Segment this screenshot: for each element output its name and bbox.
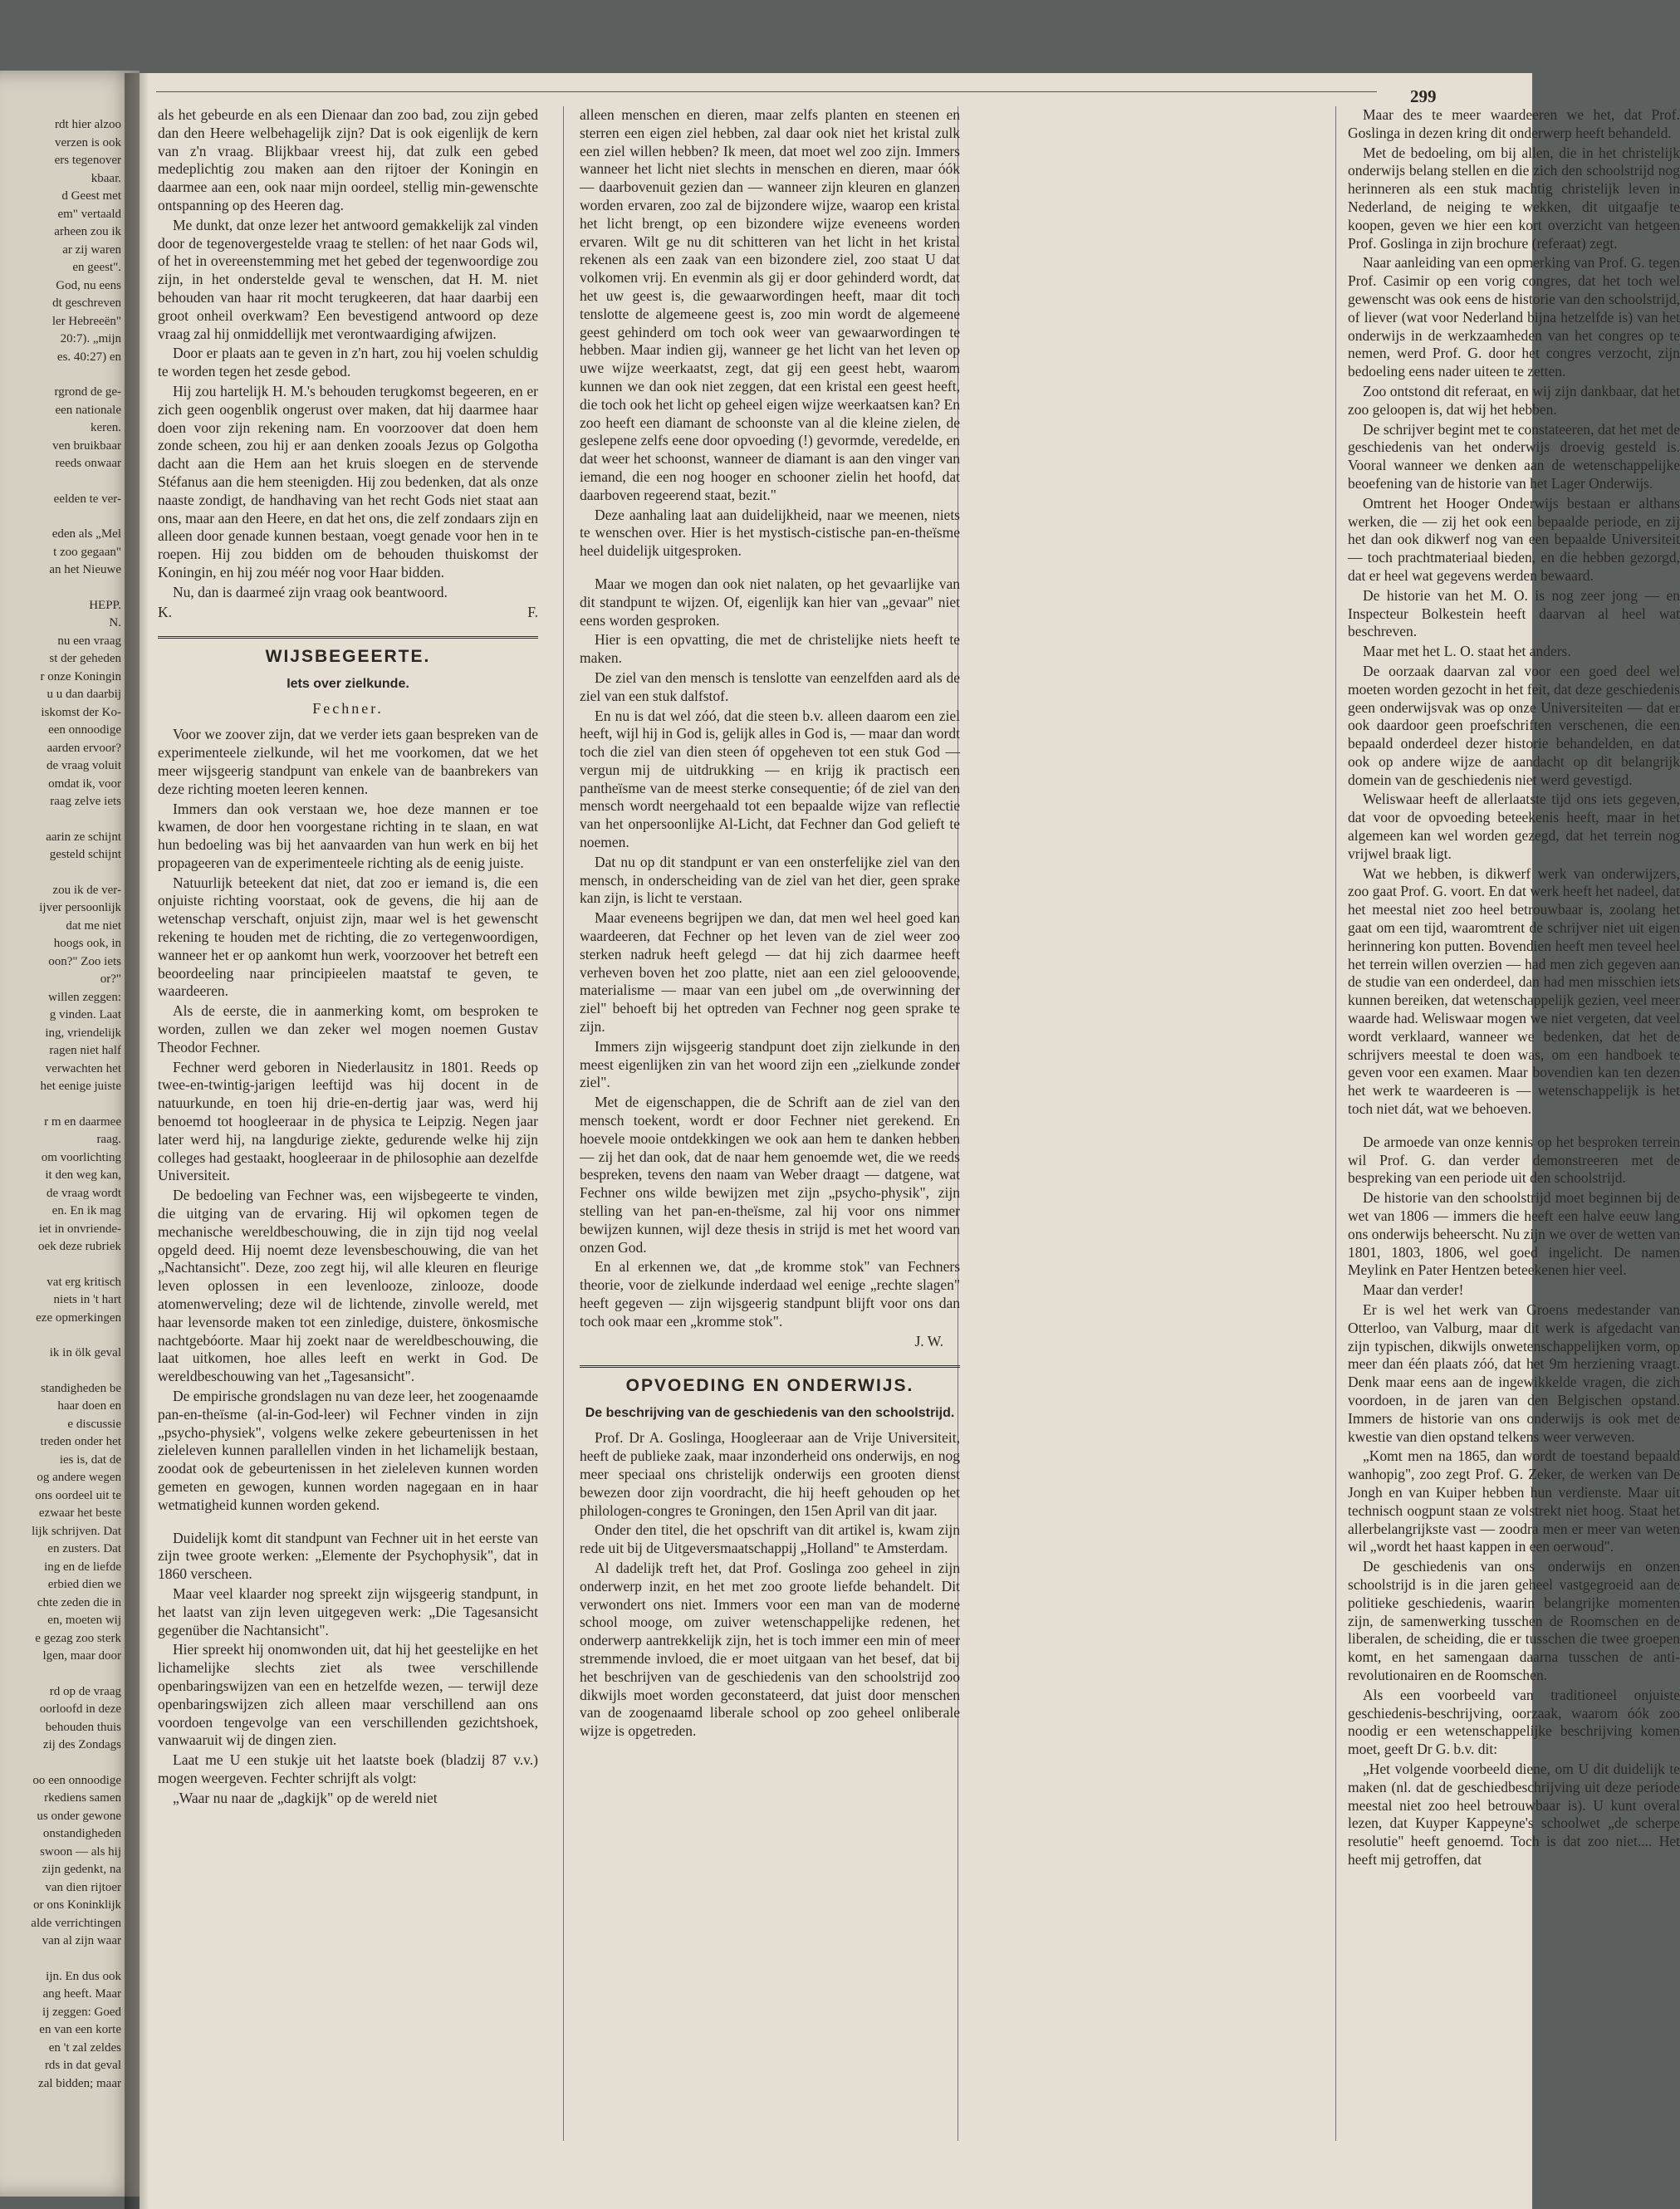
paragraph: De schrijver begint met te constateeren, dat het met de geschiedenis van het onderwijs droevig gesteld is. Vooral wanneer we denken aan de wetenschappelijke beoefening van de historie van het Lager Onderwijs. [1348,420,1680,492]
paragraph: Zoo ontstond dit referaat, en wij zijn dankbaar, dat het zoo geloopen is, dat wij het hebben. [1348,382,1680,418]
left-page-line: van al zijn waar [42,1934,121,1947]
left-page-line: een nationale [55,403,121,417]
left-page-line: ing, vriendelijk [45,1026,121,1040]
paragraph: Omtrent het Hooger Onderwijs bestaan er althans werken, die — zij het ook een bepaalde periode, en zij het dan ook dikwerf nog van een bepaalde Universiteit — toch prachtmateriaal bieden, en die hebben gezorgd, dat er heel wat gegevens werden bewaard. [1348,494,1680,584]
paragraph: De bedoeling van Fechner was, een wijsbegeerte te vinden, die uitging van de ervaring. Hij wil opkomen tegen de mechanische wereldbeschouwing, die in zijn tijd nog veelal opgeld deed. Hij noemt deze levensbeschouwing, die van het „Nachtansicht". Deze, zoo zegt hij, wil alle kleuren en fleurige leven oplossen in een levenlooze, zinlooze, doode atomenwerveling; deze wil de lichtende, zinvolle wereld, met haar levensorde maken tot een zinledige, duistere, önkosmische nachtgebóorte. Maar hij zoekt naar de wereldbeschouwing, die laat uitkomen, hoe alles leeft en werkt in God. De wereldbeschouwing van het „Tagesansicht". [158,1187,538,1385]
left-page-line: rkediens samen [44,1791,121,1805]
left-page-line: oorloofd in deze [39,1702,121,1716]
left-page-line: iskomst der Ko- [41,705,121,719]
signature-right: F. [527,603,538,620]
paragraph: Hij zou hartelijk H. M.'s behouden terugkomst begeeren, en er zich geen oogenblik ongerust over maken, dat hij daarmee haar doen voor zijn rekening nam. En voorzoover dat doen hem zonde scheen, zou hij er aan denken zooals Jezus op Golgotha dacht aan die Hem aan het kruis sloegen en de stervende Stéfanus aan die hem steenigden. Hij zou bedenken, dat als onze naaste zondigt, de handhaving van het recht Gods niet staat aan ons, maar aan den Heere, en dat het ons, die zelf zondaars zijn en alleen door genade kunnen bestaan, voegt genade voor hen in te roepen. Hij zou bidden om de behouden thuiskomst der Koningin, en hij zou méér nog voor Haar bidden. [158,382,538,580]
left-page-line [0,366,121,384]
left-page-line: zijn gedenkt, na [42,1863,121,1876]
left-page-line: verwachten het [45,1061,121,1075]
left-page-line: rd op de vraag [49,1684,121,1698]
left-page-line: em" vertaald [57,207,121,221]
paragraph: Maar veel klaarder nog spreekt zijn wijsgeerig standpunt, in het laatst van zijn leven uitgegeven werk: „Die Tagesansicht gegenüber die Nachtansicht". [158,1585,538,1638]
left-page-line: behouden thuis [45,1720,121,1734]
paragraph: Met de eigenschappen, die de Schrift aan de ziel van den mensch toekent, wordt er door Fechner niet gerekend. En hoevele mooie ontdekkingen we ook aan hem te danken hebben — zij het dan ook, dat de naar hem genoemde wet, die we reeds bespreken, tevens den naam van Weber draagt — datgene, wat Fechner ons wilde bewijzen met zijn „psycho-physik", zijn stelling van het pan-en-theïsme, zal hij voor ons nimmer bewijzen kunnen, wijl deze thesis in strijd is met het woord van onzen God. [580,1094,960,1256]
left-page-line: st der geheden [49,652,121,665]
left-page-line: u u dan daarbij [47,688,121,701]
left-page-line [0,508,121,526]
section-title-philosophy: WIJSBEGEERTE. [265,647,431,667]
left-page-line: iet in onvriende- [38,1222,121,1236]
left-page-line: ies is, dat de [59,1452,121,1467]
left-page-line [0,1256,121,1274]
left-page-line: en van een korte [39,2023,121,2036]
left-page-line: or?" [100,972,121,986]
left-page-line: oek deze rubriek [38,1240,121,1253]
left-page-line: het eenige juiste [40,1080,121,1093]
left-page-line: om voorlichting [41,1150,121,1164]
left-page-line: ang heeft. Maar [42,1987,121,2001]
left-page-line: ing en de liefde [44,1560,121,1574]
left-page-line: treden onder het [40,1435,121,1448]
paragraph: De historie van het M. O. is nog zeer jong — en Inspecteur Bolkestein heeft daarvan al heel wat beschreven. [1348,586,1680,640]
left-page-line: 20:7). „mijn [60,332,121,345]
left-page-line: ons oordeel uit te [35,1488,121,1502]
paragraph: Als een voorbeeld van traditioneel onjuiste geschiedenis-beschrijving, oorzaak, waarom óók zoo noodig er een wetenschappelijke beschrijving komen moet, geeft Dr G. b.v. dit: [1348,1686,1680,1758]
left-page-line [0,864,121,882]
left-page-line: ik in ölk geval [49,1346,121,1359]
paragraph: Voor we zoover zijn, dat we verder iets gaan bespreken van de experimenteele zielkunde, wil het me voorkomen, dat we het meer wijsgeerig standpunt van enkele van de baanbrekers van deze richting moeten leeren kennen. [158,726,538,797]
left-page-line: r m en daarmee [44,1114,121,1129]
left-page-line: og andere wegen [37,1471,121,1484]
left-page-line: swoon — als hij [40,1844,121,1859]
article-subtitle: Fechner. [312,700,384,718]
left-page-line: us onder gewone [37,1809,121,1823]
left-page-line: N. [109,616,121,629]
top-rule [156,91,1377,92]
left-page-line: ijn. En dus ook [46,1969,121,1983]
left-page-line: e discussie [67,1417,121,1431]
left-page-line: lgen, maar door [42,1649,121,1663]
paragraph: Wat we hebben, is dikwerf werk van onderwijzers, zoo gaat Prof. G. voort. En dat werk heeft het nadeel, dat het meestal niet zoo heel betrouwbaar is, zoolang het gaat om een tijd, waaromtrent de schrijver niet uit eigen herinnering kon putten. Bovendien heeft men teveel heel het terrein willen overzien — had men zich gegeven aan de studie van een onderdeel, dan had men misschien iets kunnen bereiken, dat wetenschappelijk gezien, veel meer waarde had. Weliswaar mogen we niet vergeten, dat veel wordt verklaard, wanneer we bedenken, dat het de schrijvers meestal te doen was, om een handboek te geven voor een examen. Maar bovendien kan ten dezen het werk te waardeeren is — wetenschappelijk is het toch niet dát, wat we behoeven. [1348,864,1680,1118]
paragraph: Duidelijk komt dit standpunt van Fechner uit in het eerste van zijn twee groote werken: „Elemente der Psychophysik", dat in 1860 verscheen. [158,1529,538,1583]
left-page-line [0,473,121,491]
left-page-line: erbied dien we [47,1578,121,1591]
left-page-line: de vraag voluit [47,759,121,772]
left-page-line [0,1327,121,1345]
paragraph: Immers zijn wijsgeerig standpunt doet zijn zielkunde in den meest eigenlijken zin van het woord zijn een „zielkunde zonder ziel". [580,1037,960,1091]
left-page-line: raag zelve iets [50,795,121,808]
left-page-line [0,811,121,829]
left-page-line: eden als „Mel [51,527,121,541]
paragraph: De geschiedenis van ons onderwijs en onzen schoolstrijd is in die jaren geheel vastgegroeid aan de politieke geschiedenis, waarin belangrijke momenten zijn, de samenwerking tusschen de Roomschen en de liberalen, de scheiding, die er tusschen die twee groepen komt, en het samengaan daarna tusschen de anti-revolutionairen en de Roomschen. [1348,1558,1680,1683]
paragraph: Al dadelijk treft het, dat Prof. Goslinga zoo geheel in zijn onderwerp inzit, en het met zoo groote liefde behandelt. Dit verwondert ons niet. Immers voor een man van de moderne school mooge, om zuiver wetenschappelijke redenen, het onderwerp aantrekkelijk zijn, het is toch immer een min of meer stremmende invloed, die er moet uitgaan van het besef, dat bij het beschrijven van de geschiedenis van den schoolstrijd zoo dikwijls moet worden geconstateerd, dat juist door menschen van de zoogenaamd liberale school op zoo geheel onliberale wijze is opgetreden. [580,1559,960,1740]
section-title-education: OPVOEDING EN ONDERWIJS. [625,1376,914,1396]
signature-left: K. [158,603,173,620]
paragraph: Hier spreekt hij onomwonden uit, dat hij het geestelijke en het lichamelijke slechts ziet als twee verschillende openbaringswijzen van een en hetzelfde wezen, — terwijl deze openbaringswijzen zich alleen maar verschillend aan ons voordoen tengevolge van een verschillenden gezichtshoek, vanwaaruit wij de dingen zien. [158,1641,538,1749]
left-page-line: ezwaar het beste [38,1506,121,1520]
left-page-line: willen zeggen: [48,990,121,1004]
paragraph: „Het volgende voorbeeld diene, om U dit duidelijk te maken (nl. dat de geschiedbeschrijving uit deze periode meestal niet zoo heel betrouwbaar is). U kunt overal lezen, dat Kuyper Kappeyne's schoolwet „de scherpe resolutie" heeft genoemd. Toch is dat zoo niet.... Het heeft mij getroffen, dat [1348,1760,1680,1868]
left-page-line: aarin ze schijnt [46,830,121,844]
left-page-lines [0,116,121,2093]
left-page-fragment [0,71,140,2197]
left-page-line: onstandigheden [42,1827,121,1840]
left-page-line: gesteld schijnt [49,848,121,861]
left-page-line: r onze Koningin [40,669,121,683]
left-page-line: ler Hebreeën" [51,314,121,328]
left-page-line: ij zeggen: Goed [42,2005,121,2019]
left-page-line [0,1096,121,1114]
left-page-line: eelden te ver- [53,492,121,506]
paragraph: En nu is dat wel zóó, dat die steen b.v. alleen daarom een ziel heeft, wijl hij in God is, gelijk alles in God is, — maar dan wordt toch die ziel van dien steen óf opgeheven tot een stuk God — vergun mij de uitdrukking — en krijg ik practisch een pantheïsme van de meest sterke consequentie; óf de ziel van den mensch wordt neergehaald tot een bepaalde wijze van reflectie van het onpersoonlijke Al-Licht, dat Fechner dan God gelieft te noemen. [580,707,960,851]
left-page-line: or ons Koninklijk [33,1898,121,1912]
left-page-line: HEPP. [89,598,121,612]
left-page-line: aarden ervoor? [47,741,121,755]
paragraph: Maar eveneens begrijpen we dan, dat men wel heel goed kan waardeeren, dat Fechner op het leven van de ziel weer zoo sterken nadruk heeft gelegd — dat hij zich daarmee heeft verheven boven het zoo platte, niet aan een ziel gelooovende, materialisme — maar van een jubel om „de overwinning der ziel" behoeft bij het optreden van Fechner nog geen sprake te zijn. [580,909,960,1036]
paragraph: Deze aanhaling laat aan duidelijkheid, naar we meenen, niets te wenschen over. Hier is het mystisch-cistische pan-en-theïsme heel duidelijk uitgesproken. [580,506,960,560]
left-page-line: haar doen en [57,1399,121,1413]
section-rule [158,636,538,639]
paragraph: Maar des te meer waardeeren we het, dat Prof. Goslinga in dezen kring dit onderwerp heeft behandeld. [1348,106,1680,141]
paragraph: De empirische grondslagen nu van deze leer, het zoogenaamde pan-en-theïsme (al-in-God-leer) wil Fechner vinden in zijn „psycho-physiek", volgens welke zekere gebeurtenissen in het zieleleven kunnen parallellen vinden in het lichamelijk bestaan, zoodat ook de gebeurtenissen in het zieleleven kunnen worden gemeten en gewogen, kunnen worden nagegaan en in haar wetmatigheid kunnen worden gekend. [158,1388,539,1513]
left-page-line: e gezag zoo sterk [35,1631,121,1645]
left-page-line: keren. [90,421,121,434]
paragraph: De armoede van onze kennis op het besproken terrein wil Prof. G. dan verder demonstreeren met de bespreking van een periode uit den schoolstrijd. [1348,1133,1680,1187]
left-page-line: ar zij waren [62,242,121,257]
section-rule [580,1365,960,1368]
paragraph: Fechner werd geboren in Niederlausitz in 1801. Reeds op twee-en-twintig-jarigen leeftijd was hij docent in de natuurkunde, en toen hij drie-en-dertig jaar was, werd hij benoemd tot hoogleeraar in de physica te Leipzig. Negen jaar later werd hij, na langdurige ziekte, gedurende welke hij zijn colleges had gestaakt, hoogleeraar in de philosophie aan dezelfde Universiteit. [158,1058,538,1184]
left-page-line: en 't zal zeldes [48,2040,121,2055]
article-title: De beschrijving van de geschiedenis van den schoolstrijd. [585,1406,955,1421]
left-page-line: chte zeden die in [37,1595,121,1609]
paragraph: als het gebeurde en als een Dienaar dan zoo bad, zou zijn gebed dan den Heere welbehagelijk zijn? Dat is ook eigenlijk de kern van z'n vraag. Blijkbaar vreest hij, dat zulk een gebed medeplichtig zou maken aan den rijtoer der Koningin en daarmee aan een, ook naar mijn oordeel, stellig min-gewenschte ontspanning op des Heeren dag. [158,106,538,213]
left-page-line: ijver persoonlijk [39,901,121,914]
left-page-line: es. 40:27) en [56,350,121,364]
signature [158,604,538,622]
left-page-line: eze opmerkingen [36,1310,121,1325]
column-1 [158,106,538,1810]
paragraph: Er is wel het werk van Groens medestander van Otterloo, van Valburg, maar dit werk is afgedacht van zijn typischen, dikwijls onwetenschappelijken vorm, op meer dan één plaats zóó, dat het 9m herziening vraagt. Denk maar eens aan de ingewikkelde vragen, die zich voordoen, in de jaren van den Belgischen opstand. Immers de historie van ons onderwijs is ook met de kwestie van dien opstand telkens weer verweven. [1348,1301,1680,1445]
paragraph: De oorzaak daarvan zal voor een goed deel wel moeten worden gezocht in het feit, dat deze geschiedenis geen onderwijsvak was op onze Universiteiten — dat er ook daardoor geen proefschriften verschenen, die een bepaald onderdeel dezer historie behandelden, en dat ook op andere wijze de aandacht op dit belangrijk domein van de geschiedenis niet werd gevestigd. [1348,662,1680,788]
left-page-line: lijk schrijven. Dat [32,1524,121,1538]
left-page-line: zou ik de ver- [52,883,121,897]
left-page-line: dt geschreven [52,296,121,310]
column-divider [563,106,564,2141]
paragraph: Hier is een opvatting, die met de christelijke niets heeft te maken. [580,631,960,667]
left-page-line: vat erg kritisch [47,1275,121,1289]
left-page-line [0,1666,121,1683]
left-page-line: oon?" Zoo iets [48,954,121,968]
left-page-line: raag. [96,1133,121,1146]
paragraph: „Komt men na 1865, dan wordt de toestand bepaald wanhopig", zoo zegt Prof. G. Zeker, de werken van De Jongh en van Kuiper hebben hun verdienste. Maar uit technisch oogpunt staan ze volstrekt niet hoog. Staat het allerbelangrijkste vast — zoodra men er meer van weten wil „wordt het haast kappen in een oerwoud". [1348,1447,1680,1555]
paragraph: Als de eerste, die in aanmerking komt, om besproken te worden, zullen we dan zeker wel mogen noemen Gustav Theodor Fechner. [158,1002,538,1056]
left-page-line: van dien rijtoer [45,1880,121,1894]
left-page-line: ers tegenover [54,154,121,167]
paragraph: Onder den titel, die het opschrift van dit artikel is, kwam zijn rede uit bij de Uitgeversmaatschappij „Holland" te Amsterdam. [580,1521,960,1557]
paragraph: De ziel van den mensch is tenslotte van eenzelfden aard als de ziel van een stuk dalfstof. [580,669,960,704]
left-page-line [0,1951,121,1968]
left-page-line [0,1363,121,1380]
page-gutter-shadow [125,73,149,2209]
paragraph: De historie van den schoolstrijd moet beginnen bij de wet van 1806 — immers die heeft een halve eeuw lang ons onderwijs beheerscht. Nu zijn we over de wetten van 1801, 1803, 1806, wel goed ingelicht. De namen Meylink en Pater Hentzen beteekenen hier veel. [1348,1189,1680,1279]
left-page-line: en, moeten wij [47,1614,121,1627]
paragraph: Maar met het L. O. staat het anders. [1363,643,1571,660]
left-page-line: g vinden. Laat [49,1008,121,1021]
left-page-line: God, nu eens [56,278,121,292]
paragraph: Me dunkt, dat onze lezer het antwoord gemakkelijk zal vinden door de tegenovergestelde vraag te stellen: of het naar Gods wil, of het in overeenstemming met het gebed der tegenwoordige zou zijn, in het onderstelde geval te wenschen, dat H. M. niet behouden van haar rit mocht terugkeeren, dat haar daarbij een groot onheil overkwam? Een bevestigend antwoord op deze vraag zal hij onmiddellijk met verontwaardiging afwijzen. [158,216,538,342]
paragraph: Met de bedoeling, om bij allen, die in het christelijk onderwijs belang stellen en die zich den schoolstrijd nog herinneren als een stuk machtig christelijk leven in Nederland, de neiging te wekken, dit uitgaafje te koopen, geven we hier een kort overzicht van hetgeen Prof. Goslinga in zijn brochure (referaat) zegt. [1348,144,1680,252]
paragraph: Naar aanleiding van een opmerking van Prof. G. tegen Prof. Casimir op een vorig congres, dat het toch wel gewenscht was ook eens de historie van den schoolstrijd, of liever (wat voor Nederland bijna hetzelfde is) van het onderwijs in de werkzaamheden van het congres op te nemen, werd Prof. G. door het congres verzocht, zijn bedoeling eens nader uiteen te zetten. [1348,254,1680,380]
left-page-line: rdt hier alzoo [55,118,121,131]
left-page-line: niets in 't hart [53,1293,121,1306]
paragraph: Maar dan verder! [1363,1281,1464,1299]
left-page-line: it den weg kan, [45,1168,121,1182]
left-page-line: rds in dat geval [44,2059,121,2072]
left-page-line: ven bruikbaar [52,438,121,453]
left-page-line: arheen zou ik [54,225,121,238]
left-page-line: t zoo gegaan" [53,545,121,559]
column-divider [1335,106,1336,2141]
author-signature: J. W. [914,1332,943,1349]
left-page-line: en geest". [72,261,121,274]
paragraph: Weliswaar heeft de allerlaatste tijd ons iets gegeven, dat voor de opvoeding beteekenis heeft, maar in het algemeen kan wel worden gezegd, dat het terrein nog vrijwel braak ligt. [1348,791,1680,862]
left-page-line: standigheden be [40,1381,121,1395]
left-page-line: en. En ik mag [51,1204,121,1217]
paragraph: Natuurlijk beteekent dat niet, dat zoo er iemand is, die een onjuiste richting voorstaat, ook de gevens, die hij aan de wetenschap verschaft, onjuist zijn, maar wel is het gewenscht rekening te houden met de richting, die zo vertegenwoordigen, wanneer het er op aankomt hun werk, voorzoover het betreft een beoordeeling naar principieelen maatstaf te geven, te waardeeren. [158,874,538,1000]
paragraph: Maar we mogen dan ook niet nalaten, op het gevaarlijke van dit standpunt te wijzen. Of, eigenlijk kan hier van „gevaar" niet eens worden gesproken. [580,575,960,629]
left-page-line: zij des Zondags [42,1738,121,1751]
article-title: Iets over zielkunde. [287,677,409,692]
paragraph: Dat nu op dit standpunt er van een onsterfelijke ziel van den mensch, in onderscheiding van de ziel van het dier, geen sprake kan zijn, is licht te verstaan. [580,853,960,907]
left-page-line: de vraag wordt [47,1186,121,1200]
left-page-line: kbaar. [91,171,121,185]
left-page-line: ragen niet half [49,1044,121,1057]
column-3 [1348,106,1680,1871]
left-page-line: dat me niet [66,918,121,933]
paragraph: En al erkennen we, dat „de kromme stok" van Fechners theorie, voor de zielkunde inderdaad wel eenige „rechte slagen" heeft gegeven — zijn wijsgeerig standpunt blijft voor ons dan toch ook maar een „kromme stok". [580,1258,960,1330]
left-page-line: rgrond de ge- [54,385,121,399]
paragraph: Door er plaats aan te geven in z'n hart, zou hij voelen schuldig te worden tegen het zesde gebod. [158,345,538,380]
left-page-line: omdat ik, voor [48,776,121,791]
left-page-line: alde verrichtingen [31,1916,121,1930]
paragraph: Prof. Dr A. Goslinga, Hoogleeraar aan de Vrije Universiteit, heeft de publieke zaak, maar inzonderheid ons onderwijs, en nog meer speciaal ons christelijk onderwijs een grooten dienst bewezen door zijn voordracht, die hij heeft gehouden op het philologen-congres te Groningen, den 15en April van dit jaar. [580,1429,960,1519]
left-page-line [0,580,121,597]
paragraph: Immers dan ook verstaan we, hoe deze mannen er toe kwamen, de door hen voorgestane richting in te slaan, en wat hun bedoeling was bij het aanvaarden van hun werk en bij het propageeren van de experimenteele richting als de eenig juiste. [158,800,538,871]
paragraph: „Waar nu naar de „dagkijk" op de wereld niet [173,1789,438,1806]
paragraph: Nu, dan is daarmeé zijn vraag ook beantwoord. [173,583,448,600]
left-page-line: hoogs ook, in [53,937,121,950]
newspaper-page [140,73,1680,2209]
left-page-line: zal bidden; maar [38,2076,121,2090]
paragraph: Laat me U een stukje uit het laatste boek (bladzij 87 v.v.) mogen weergeven. Fechter schrijft als volgt: [158,1751,538,1786]
paragraph: alleen menschen en dieren, maar zelfs planten en steenen en sterren een eigen ziel hebben, zal daar ook niet het kristal zulk een ziel willen hebben? Ik meen, dat moet wel zoo zijn. Immers wanneer het licht niet slechts in menschen en dieren, maar óók — daarbovenuit gezien dan — wanneer zijn kleuren en glanzen worden ervaren, zoo zal de bijzondere wijze, waarop een kristal het licht brengt, op een bizondere wijze eveneens worden ervaren. Wilt ge nu dit schitteren van het licht in het kristal rekenen als een zaak van een bizondere ziel, zoo staat U dat volkomen vrij. En evenmin als gij er door gehinderd wordt, dat het uw geest is, die gewaarwordingen heeft, maar dit toch tenslotte de algemeene geest is, zoo min wordt de algemeene geest gehinderd om toch ook weer van gewaarwordingen te hebben. Maar indien gij, wanneer ge het licht van het leven op uwe wijze weerkaatst, zegt, dat gij een geest hebt, waarom kunnen we dan ook niet zeggen, dat een kristal een geest heeft, die toch ook het licht op geheel eigen wijze weerkaatsen kan? En zoo heeft een diamant de schoonste van al die kleine zielen, de geslepene zelfs eene door opvoeding (!) gevormde, veredelde, en dat weer het schoonst, wanneer de diamant is aan den vinger van iemand, die een nog hooger en schooner zielin het hoofd, dat daarboven regeerend staat, bezit." [580,106,960,503]
left-page-line: oo een onnoodige [32,1773,121,1787]
left-page-line: an het Nieuwe [49,563,121,576]
column-2 [580,106,960,1742]
left-page-line: een onnoodige [48,723,121,737]
left-page-line [0,1755,121,1772]
left-page-line: d Geest met [61,189,121,203]
left-page-line: en zusters. Dat [47,1542,121,1555]
left-page-line: nu een vraag [57,634,121,648]
page-number: 299 [1410,86,1437,106]
left-page-line: verzen is ook [55,135,121,149]
left-page-line: reeds onwaar [55,457,121,470]
